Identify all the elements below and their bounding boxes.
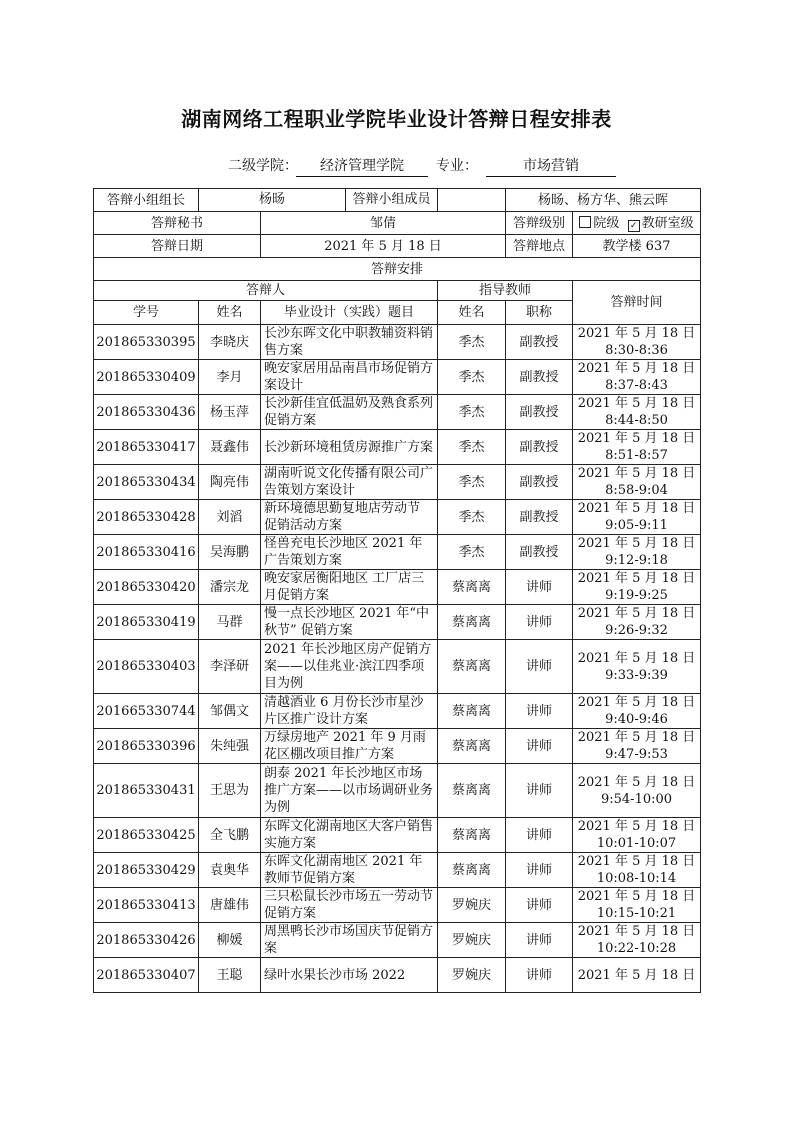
advisor-title: 讲师 xyxy=(506,923,573,958)
student-name: 杨玉萍 xyxy=(199,395,261,430)
checkbox-icon xyxy=(579,216,591,228)
student-name: 李晓庆 xyxy=(199,325,261,360)
defense-date: 2021 年 5 月 18 日 xyxy=(577,924,696,939)
defense-slot: 8:51-8:57 xyxy=(605,448,668,463)
student-name: 聂鑫伟 xyxy=(199,430,261,465)
defense-slot: 9:33-9:39 xyxy=(605,667,668,683)
defense-date: 2021 年 5 月 18 日 xyxy=(577,326,696,341)
table-row xyxy=(94,605,701,640)
advisor-title: 讲师 xyxy=(506,640,573,694)
topic: 长沙东晖文化中职教辅资料销售方案 xyxy=(261,325,438,360)
defense-date: 2021 年 5 月 18 日 xyxy=(577,571,696,586)
table-row xyxy=(94,818,701,853)
table-row xyxy=(94,694,701,729)
defense-slot: 9:19-9:25 xyxy=(605,588,668,603)
defense-date: 2021 年 5 月 18 日 xyxy=(577,361,696,376)
student-name: 李月 xyxy=(199,360,261,395)
topic: 朗泰 2021 年长沙地区市场推广方案——以市场调研业务为例 xyxy=(261,764,438,818)
defense-date: 2021 年 5 月 18 日 xyxy=(577,774,696,790)
advisor-title: 讲师 xyxy=(506,888,573,923)
student-name: 刘滔 xyxy=(199,500,261,535)
leader-label: 答辩小组组长 xyxy=(94,189,199,212)
table-row xyxy=(94,395,701,430)
table-row xyxy=(94,570,701,605)
advisor-name: 蔡离离 xyxy=(438,764,506,818)
advisor-name: 罗婉庆 xyxy=(438,958,506,993)
student-name: 王聪 xyxy=(199,958,261,993)
topic: 东晖文化湖南地区大客户销售实施方案 xyxy=(261,818,438,853)
student-id: 201865330425 xyxy=(94,818,199,853)
student-name: 陶亮伟 xyxy=(199,465,261,500)
student-name: 潘宗龙 xyxy=(199,570,261,605)
student-name: 唐雄伟 xyxy=(199,888,261,923)
topic: 湖南听说文化传播有限公司广告策划方案设计 xyxy=(261,465,438,500)
defense-time xyxy=(573,818,701,853)
major-value: 市场营销 xyxy=(486,155,616,177)
advisor-title-header: 职称 xyxy=(506,301,573,325)
info-row-2 xyxy=(94,212,701,235)
advisor-name: 蔡离离 xyxy=(438,605,506,640)
defense-date: 2021 年 5 月 18 日 xyxy=(577,606,696,621)
date-label: 答辩日期 xyxy=(94,235,261,258)
advisor-name: 蔡离离 xyxy=(438,818,506,853)
advisor-name: 季杰 xyxy=(438,465,506,500)
info-row-1 xyxy=(94,189,701,212)
table-row xyxy=(94,360,701,395)
table-row xyxy=(94,853,701,888)
student-id: 201865330403 xyxy=(94,640,199,694)
advisor-name: 罗婉庆 xyxy=(438,923,506,958)
student-id: 201865330409 xyxy=(94,360,199,395)
defense-time xyxy=(573,853,701,888)
name-header: 姓名 xyxy=(199,301,261,325)
topic: 新环境德思勤复地店劳动节 促销活动方案 xyxy=(261,500,438,535)
defense-time xyxy=(573,535,701,570)
defense-date: 2021 年 5 月 18 日 xyxy=(577,730,696,745)
advisor-name: 蔡离离 xyxy=(438,729,506,764)
advisor-name: 季杰 xyxy=(438,430,506,465)
defense-slot: 8:44-8:50 xyxy=(605,413,668,428)
defense-slot: 9:05-9:11 xyxy=(605,518,668,533)
student-id: 201865330413 xyxy=(94,888,199,923)
defense-slot: 9:40-9:46 xyxy=(605,712,668,727)
student-id: 201865330396 xyxy=(94,729,199,764)
major-label: 专业： xyxy=(436,158,478,174)
secretary-label: 答辩秘书 xyxy=(94,212,261,235)
defense-date: 2021 年 5 月 18 日 xyxy=(577,967,696,983)
section-header: 答辩安排 xyxy=(94,258,701,281)
advisor-title: 讲师 xyxy=(506,570,573,605)
defense-slot: 10:08-10:14 xyxy=(596,871,677,886)
student-name: 柳媛 xyxy=(199,923,261,958)
defense-date: 2021 年 5 月 18 日 xyxy=(577,396,696,411)
defense-time xyxy=(573,605,701,640)
college-value: 经济管理学院 xyxy=(296,155,428,177)
defense-date: 2021 年 5 月 18 日 xyxy=(577,650,696,666)
defense-time xyxy=(573,395,701,430)
defense-date: 2021 年 5 月 18 日 xyxy=(577,854,696,869)
advisor-title: 副教授 xyxy=(506,430,573,465)
advisor-name: 季杰 xyxy=(438,325,506,360)
defender-header: 答辩人 xyxy=(94,281,438,301)
date-value: 2021 年 5 月 18 日 xyxy=(261,235,506,258)
table-row xyxy=(94,923,701,958)
advisor-title: 讲师 xyxy=(506,605,573,640)
defense-time xyxy=(573,570,701,605)
table-row xyxy=(94,535,701,570)
defense-slot: 9:54-10:00 xyxy=(600,791,673,807)
level-option-department: 教研室级 xyxy=(641,215,694,231)
topic: 东晖文化湖南地区 2021 年教师节促销方案 xyxy=(261,853,438,888)
defense-slot: 10:22-10:28 xyxy=(596,941,677,956)
id-header: 学号 xyxy=(94,301,199,325)
student-id: 201865330431 xyxy=(94,764,199,818)
defense-slot: 8:58-9:04 xyxy=(605,483,668,498)
defense-date: 2021 年 5 月 18 日 xyxy=(577,536,696,551)
topic: 绿叶水果长沙市场 2022 xyxy=(261,958,438,993)
topic: 清越酒业 6 月份长沙市星沙片区推广设计方案 xyxy=(261,694,438,729)
defense-slot: 9:47-9:53 xyxy=(605,747,668,762)
advisor-title: 讲师 xyxy=(506,818,573,853)
advisor-name: 蔡离离 xyxy=(438,570,506,605)
place-value: 教学楼 637 xyxy=(573,235,701,258)
advisor-name: 蔡离离 xyxy=(438,853,506,888)
advisor-title: 副教授 xyxy=(506,395,573,430)
topic: 晚安家居衡阳地区 工厂店三月促销方案 xyxy=(261,570,438,605)
defense-time xyxy=(573,360,701,395)
topic: 慢一点长沙地区 2021 年“中秋节” 促销方案 xyxy=(261,605,438,640)
advisor-title: 讲师 xyxy=(506,958,573,993)
info-row-3 xyxy=(94,235,701,258)
topic: 晚安家居用品南昌市场促销方案设计 xyxy=(261,360,438,395)
defense-time xyxy=(573,500,701,535)
level-label: 答辩级别 xyxy=(506,212,573,235)
advisor-title: 讲师 xyxy=(506,764,573,818)
advisor-name: 季杰 xyxy=(438,395,506,430)
members-label: 答辩小组成员 xyxy=(352,192,431,207)
table-row xyxy=(94,764,701,818)
defense-time xyxy=(573,465,701,500)
secretary-value: 邹倩 xyxy=(261,212,506,235)
defense-date: 2021 年 5 月 18 日 xyxy=(577,819,696,834)
student-name: 邹偶文 xyxy=(199,694,261,729)
advisor-name: 罗婉庆 xyxy=(438,888,506,923)
leader-value: 杨旸 xyxy=(199,189,346,211)
topic: 长沙新佳宜低温奶及熟食系列促销方案 xyxy=(261,395,438,430)
defense-date: 2021 年 5 月 18 日 xyxy=(577,889,696,904)
topic: 三只松鼠长沙市场五一劳动节促销方案 xyxy=(261,888,438,923)
defense-time xyxy=(573,325,701,360)
student-name: 朱纯强 xyxy=(199,729,261,764)
defense-date: 2021 年 5 月 18 日 xyxy=(577,431,696,446)
student-id: 201865330416 xyxy=(94,535,199,570)
advisor-name: 季杰 xyxy=(438,535,506,570)
level-options xyxy=(573,212,701,235)
defense-time xyxy=(573,923,701,958)
advisor-title: 副教授 xyxy=(506,325,573,360)
student-id: 201865330428 xyxy=(94,500,199,535)
table-row xyxy=(94,958,701,993)
table-row xyxy=(94,729,701,764)
student-name: 吴海鹏 xyxy=(199,535,261,570)
defense-slot: 8:30-8:36 xyxy=(605,343,668,358)
document-title: 湖南网络工程职业学院毕业设计答辩日程安排表 xyxy=(181,107,612,131)
defense-time xyxy=(573,958,701,993)
leader-members-cell xyxy=(199,189,438,212)
defense-slot: 10:01-10:07 xyxy=(596,836,677,851)
student-name: 马群 xyxy=(199,605,261,640)
defense-slot: 9:12-9:18 xyxy=(605,553,668,568)
advisor-title: 讲师 xyxy=(506,853,573,888)
topic: 2021 年长沙地区房产促销方案——以佳兆业·滨江四季项目为例 xyxy=(261,640,438,694)
advisor-title: 讲师 xyxy=(506,729,573,764)
advisor-title: 讲师 xyxy=(506,694,573,729)
advisor-name: 蔡离离 xyxy=(438,694,506,729)
student-id: 201865330419 xyxy=(94,605,199,640)
advisor-name: 季杰 xyxy=(438,360,506,395)
table-row xyxy=(94,888,701,923)
time-header: 答辩时间 xyxy=(573,281,701,325)
college-label: 二级学院： xyxy=(228,158,298,174)
members-label-cont xyxy=(438,189,506,212)
defense-date: 2021 年 5 月 18 日 xyxy=(577,466,696,481)
topic: 周黑鸭长沙市场国庆节促销方案 xyxy=(261,923,438,958)
members-value: 杨旸、杨方华、熊云晖 xyxy=(506,189,701,212)
student-name: 全飞鹏 xyxy=(199,818,261,853)
table-row xyxy=(94,325,701,360)
schedule-table xyxy=(93,188,701,993)
defense-slot: 10:15-10:21 xyxy=(596,906,677,921)
advisor-name-header: 姓名 xyxy=(438,301,506,325)
advisor-name: 季杰 xyxy=(438,500,506,535)
student-id: 201865330426 xyxy=(94,923,199,958)
topic: 长沙新环境租赁房源推广方案 xyxy=(261,430,438,465)
group-header-row xyxy=(94,281,701,301)
level-option-college: 院级 xyxy=(593,215,620,231)
topic-header: 毕业设计（实践）题目 xyxy=(261,301,438,325)
advisor-title: 副教授 xyxy=(506,500,573,535)
defense-time xyxy=(573,430,701,465)
student-id: 201865330420 xyxy=(94,570,199,605)
defense-time xyxy=(573,640,701,694)
defense-time xyxy=(573,694,701,729)
student-id: 201865330429 xyxy=(94,853,199,888)
student-id: 201865330436 xyxy=(94,395,199,430)
table-row xyxy=(94,465,701,500)
table-row xyxy=(94,500,701,535)
student-id: 201865330417 xyxy=(94,430,199,465)
advisor-title: 副教授 xyxy=(506,465,573,500)
advisor-title: 副教授 xyxy=(506,360,573,395)
table-row xyxy=(94,430,701,465)
checkbox-checked-icon: ✓ xyxy=(628,220,640,232)
table-row xyxy=(94,640,701,694)
advisor-title: 副教授 xyxy=(506,535,573,570)
student-id: 201865330395 xyxy=(94,325,199,360)
student-name: 王思为 xyxy=(199,764,261,818)
student-id: 201665330744 xyxy=(94,694,199,729)
topic: 万绿房地产 2021 年 9 月雨花区棚改项目推广方案 xyxy=(261,729,438,764)
section-header-row xyxy=(94,258,701,281)
place-label: 答辩地点 xyxy=(506,235,573,258)
defense-time xyxy=(573,888,701,923)
advisor-name: 蔡离离 xyxy=(438,640,506,694)
topic: 怪兽充电长沙地区 2021 年广告策划方案 xyxy=(261,535,438,570)
defense-date: 2021 年 5 月 18 日 xyxy=(577,695,696,710)
student-id: 201865330407 xyxy=(94,958,199,993)
student-id: 201865330434 xyxy=(94,465,199,500)
defense-slot: 9:26-9:32 xyxy=(605,623,668,638)
advisor-header: 指导教师 xyxy=(438,281,573,301)
defense-date: 2021 年 5 月 18 日 xyxy=(577,501,696,516)
defense-time xyxy=(573,729,701,764)
defense-slot: 8:37-8:43 xyxy=(605,378,668,393)
student-name: 李泽研 xyxy=(199,640,261,694)
defense-time xyxy=(573,764,701,818)
student-name: 袁奥华 xyxy=(199,853,261,888)
